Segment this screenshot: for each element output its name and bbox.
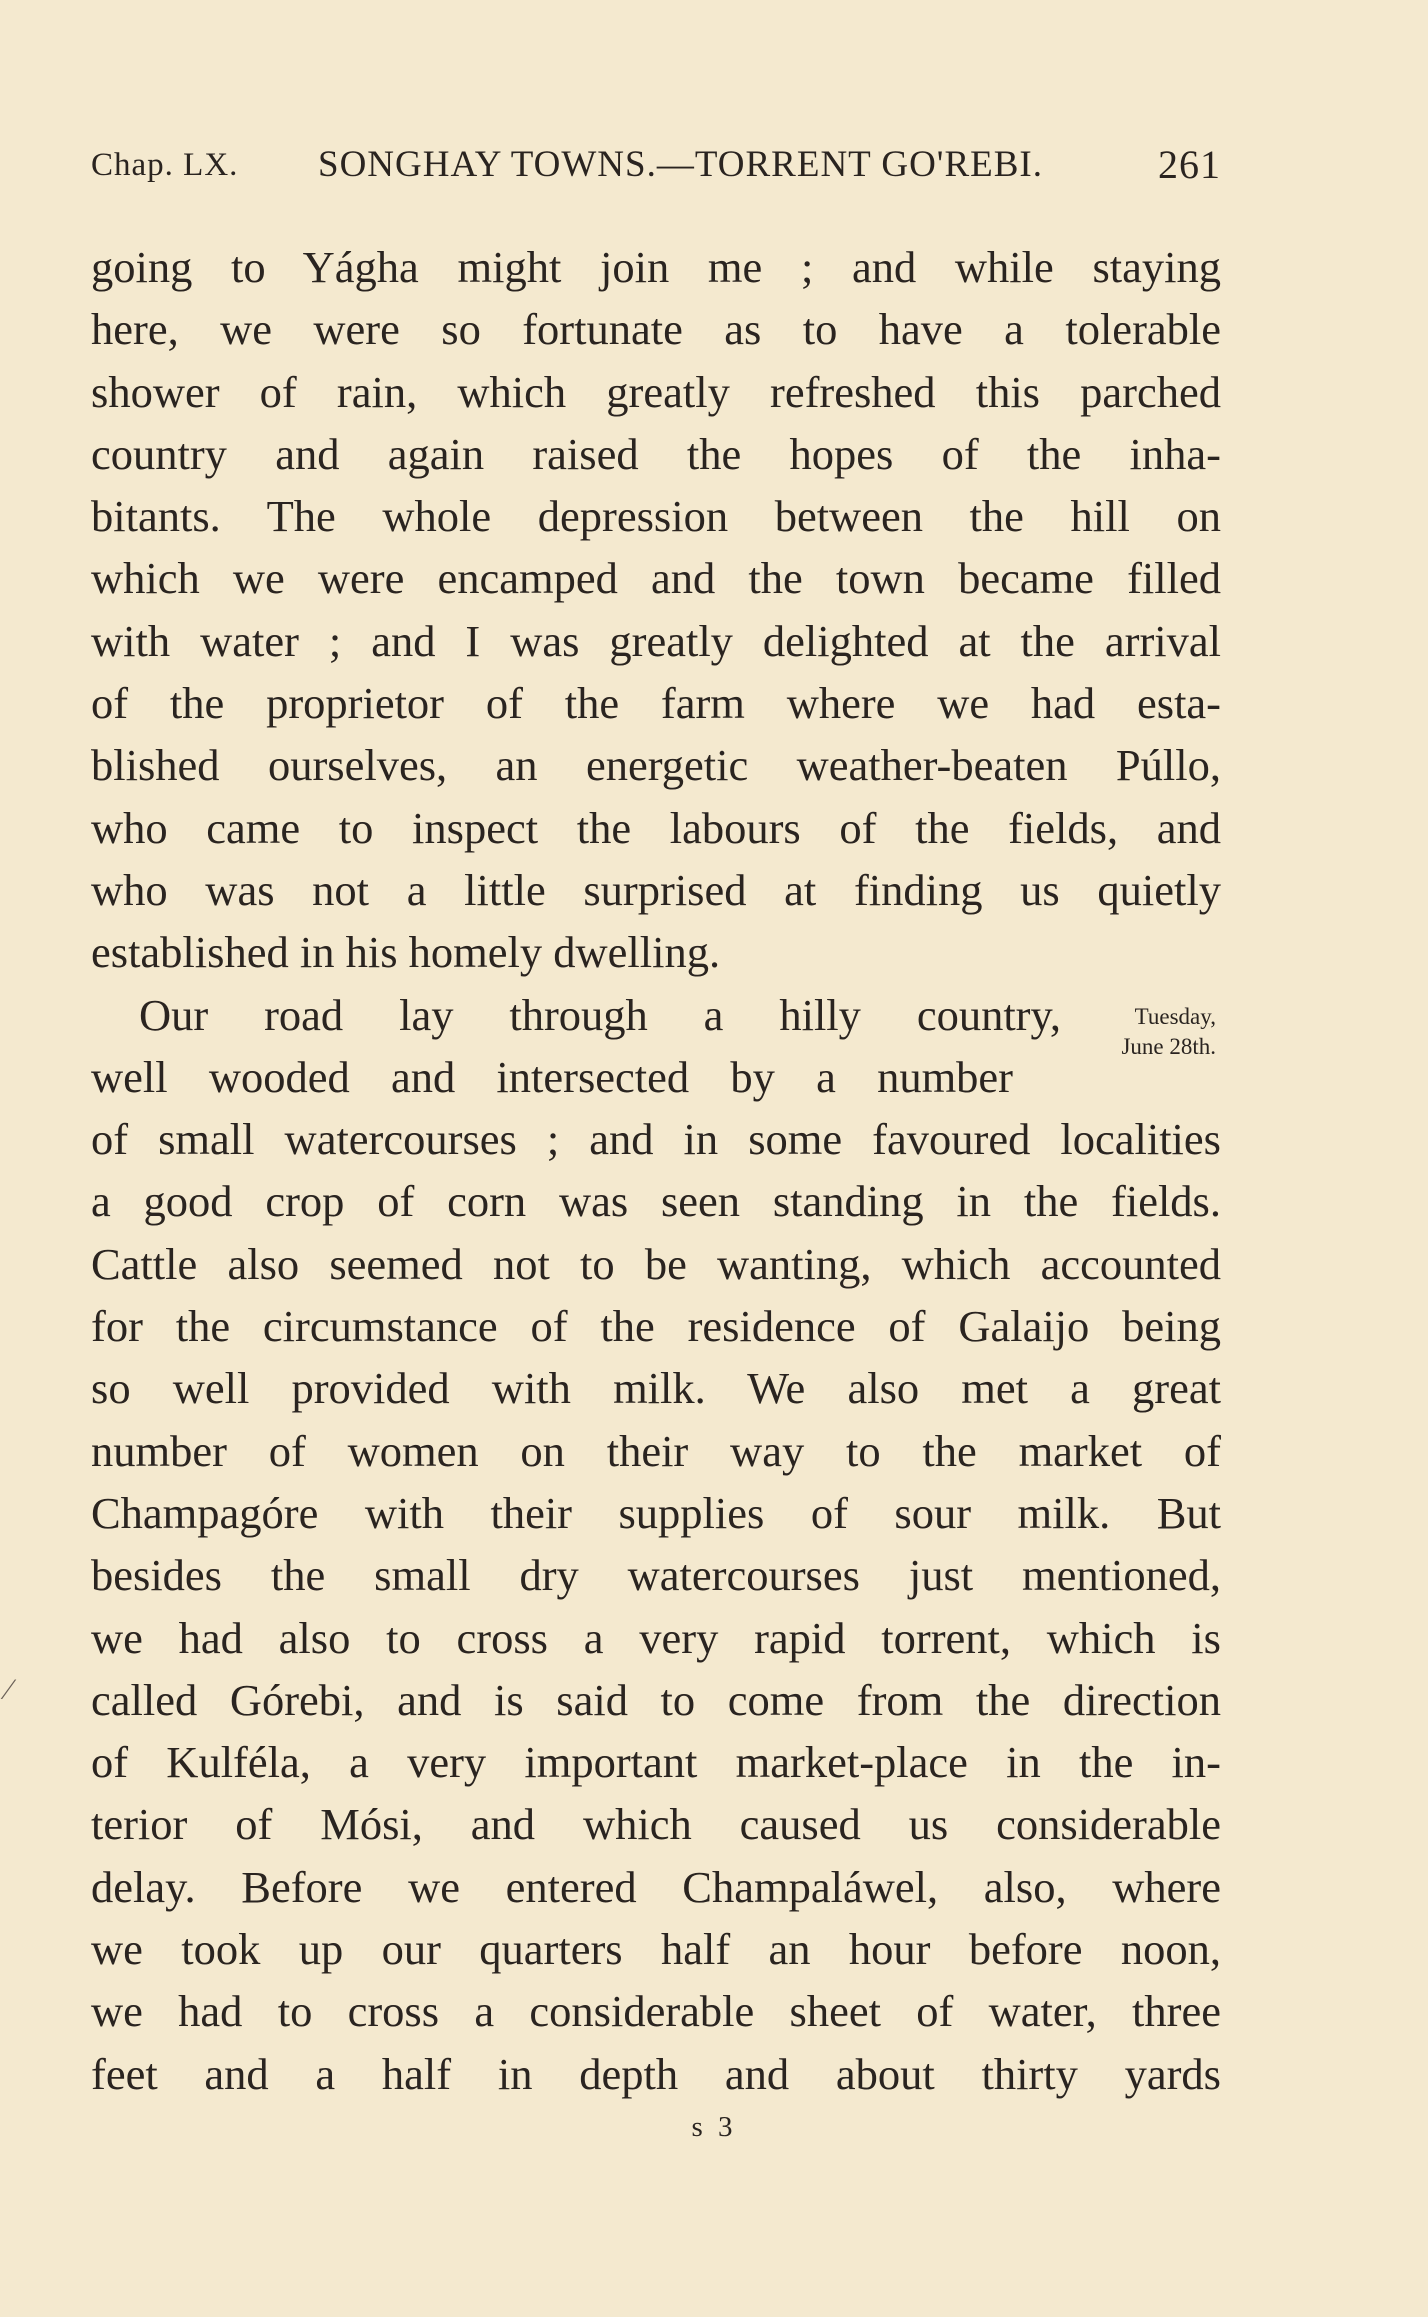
paragraph-first-line: Our road lay through a hilly country, [139,989,1061,1040]
text-line: with water ; and I was greatly delighted at the arrival [91,615,1221,666]
running-header [91,140,1221,190]
text-line: shower of rain, which greatly refreshed this parched [91,366,1221,417]
text-line: well wooded and intersected by a number [91,1051,1013,1102]
chapter-label: Chap. LX. [91,147,239,183]
text-line: terior of Mósi, and which caused us considerable [91,1799,1221,1850]
text-line: of small watercourses ; and in some favoured localities [91,1114,1221,1165]
text-line: we had to cross a considerable sheet of water, three [91,1986,1221,2037]
text-line: bitants. The whole depression between the hill on [91,491,1221,542]
pencil-margin-mark: ⁄ [6,1673,12,1706]
text-line: who came to inspect the labours of the fields, and [91,802,1221,853]
running-title: SONGHAY TOWNS.—TORRENT GO'REBI. [318,144,1043,185]
text-line: of Kulféla, a very important market-place in the in- [91,1737,1221,1788]
page-number: 261 [1158,142,1221,187]
text-line: which we were encamped and the town became filled [91,553,1221,604]
text-line: so well provided with milk. We also met a great [91,1363,1221,1414]
signature-mark: s 3 [691,2111,737,2143]
sidenote-day: Tuesday, [1134,1004,1216,1029]
margin-date-note [1086,1002,1216,1062]
text-line: we took up our quarters half an hour before noon, [91,1924,1221,1975]
text-line: who was not a little surprised at finding us quietly [91,864,1221,915]
text-line: number of women on their way to the market of [91,1425,1221,1476]
text-line: feet and a half in depth and about thirty yards [91,2048,1221,2099]
text-line: here, we were so fortunate as to have a tolerable [91,304,1221,355]
text-line: country and again raised the hopes of the inha- [91,428,1221,479]
sidenote-date: June 28th. [1121,1034,1216,1059]
text-line: blished ourselves, an energetic weather-beaten Púllo, [91,740,1221,791]
text-line: Cattle also seemed not to be wanting, which accounted [91,1238,1221,1289]
text-line: we had also to cross a very rapid torrent, which is [91,1612,1221,1663]
text-line: of the proprietor of the farm where we had esta- [91,678,1221,729]
body-text [91,236,1221,2105]
text-line: delay. Before we entered Champaláwel, also, where [91,1861,1221,1912]
text-line: for the circumstance of the residence of Galaijo being [91,1301,1221,1352]
text-line: going to Yágha might join me ; and while staying [91,242,1221,292]
text-line: called Górebi, and is said to come from the direction [91,1674,1221,1725]
text-line: besides the small dry watercourses just mentioned, [91,1550,1221,1601]
text-line: established in his homely dwelling. [91,927,721,978]
text-line: Champagóre with their supplies of sour milk. But [91,1487,1221,1538]
text-line: a good crop of corn was seen standing in the fields. [91,1176,1221,1227]
